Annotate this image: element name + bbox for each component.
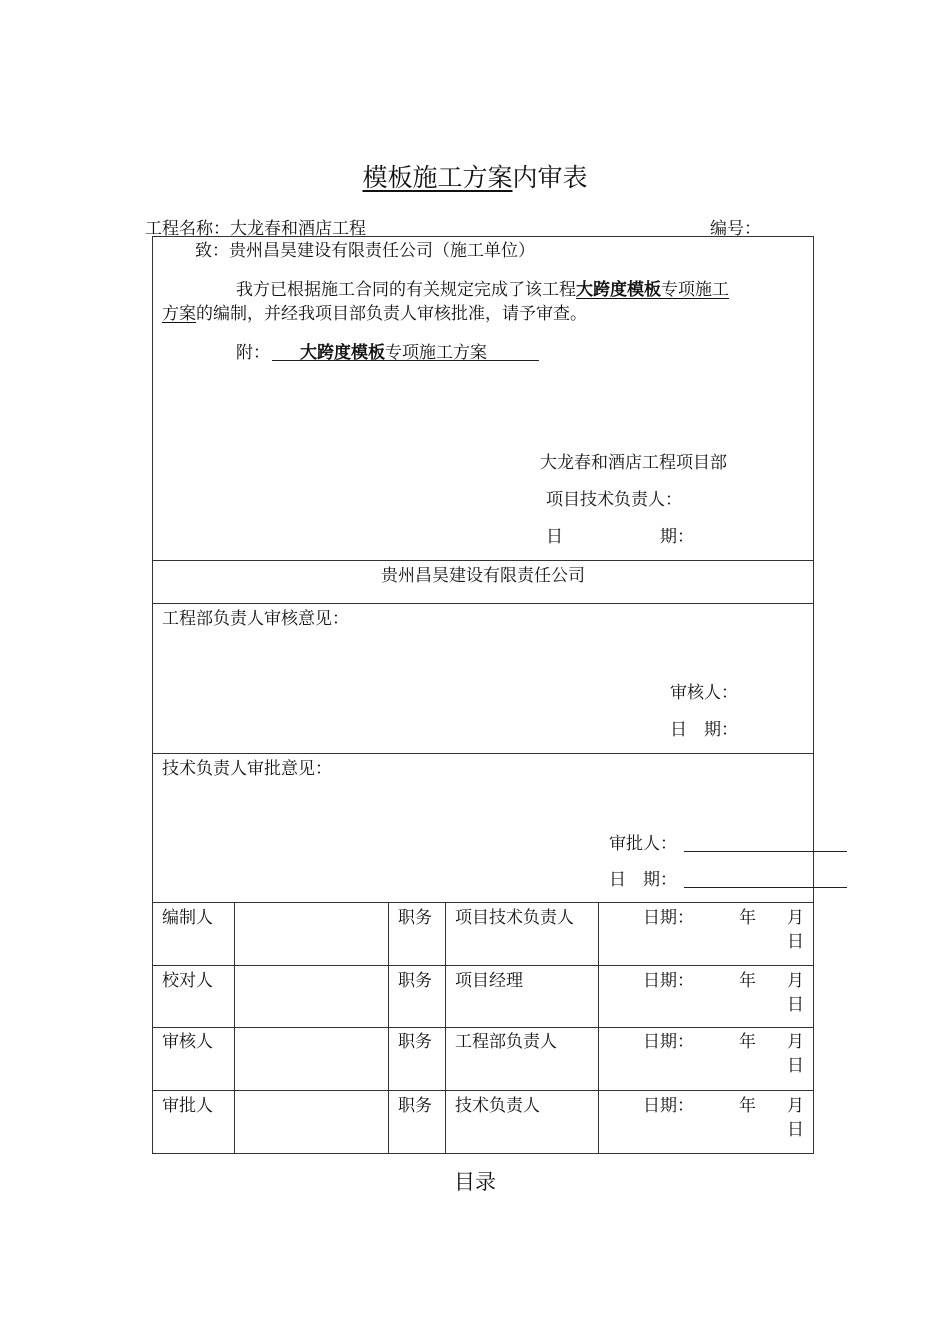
project-dept: 大龙春和酒店工程项目部	[540, 453, 727, 473]
number-label: 编号：	[710, 219, 761, 239]
date-label: 日期：	[643, 1032, 694, 1052]
day-label: 日	[787, 1056, 804, 1076]
day-label: 日	[787, 995, 804, 1015]
role-cell: 审批人	[162, 1096, 213, 1116]
attachment-rest: 专项施工方案	[385, 343, 487, 363]
letter-body-line1	[236, 279, 729, 301]
date-label: 日期：	[643, 1096, 694, 1116]
title-rest: 内审表	[512, 163, 588, 192]
attachment-label: 附：	[236, 343, 270, 363]
year-label: 年	[739, 971, 756, 991]
position-label: 职务	[398, 971, 432, 991]
position-cell: 项目经理	[455, 971, 523, 991]
role-cell: 校对人	[162, 971, 213, 991]
project-name: 大龙春和酒店工程	[230, 219, 366, 239]
date-label-q: 期：	[660, 527, 694, 547]
divider	[152, 1090, 814, 1091]
year-label: 年	[739, 908, 756, 928]
toc-heading: 目录	[454, 1170, 496, 1194]
tech-review-label: 技术负责人审批意见：	[162, 759, 332, 779]
day-label: 日	[787, 932, 804, 952]
letter-plan-rest-2: 方案	[162, 304, 196, 324]
divider	[152, 965, 814, 966]
month-label: 月	[787, 1032, 804, 1052]
eng-review-label: 工程部负责人审核意见：	[162, 609, 349, 629]
project-label: 工程名称：	[145, 219, 230, 239]
eng-review-date: 日 期：	[670, 720, 738, 740]
title-underlined: 模板施工方案	[362, 163, 513, 192]
attachment-title	[300, 342, 487, 364]
position-label: 职务	[398, 908, 432, 928]
date-fill-line	[684, 887, 847, 888]
divider	[152, 560, 814, 561]
date-label-d: 日	[546, 527, 563, 547]
role-cell: 审核人	[162, 1032, 213, 1052]
divider	[234, 902, 235, 1154]
divider	[388, 902, 389, 1154]
day-label: 日	[787, 1120, 804, 1140]
position-label: 职务	[398, 1096, 432, 1116]
divider	[152, 902, 814, 903]
month-label: 月	[787, 908, 804, 928]
position-cell: 项目技术负责人	[455, 908, 574, 928]
letter-body-pre: 我方已根据施工合同的有关规定完成了该工程	[236, 280, 576, 300]
letter-recipient: 致：贵州昌昊建设有限责任公司（施工单位）	[195, 241, 535, 261]
eng-reviewer-label: 审核人：	[670, 683, 738, 703]
divider	[152, 1027, 814, 1028]
month-label: 月	[787, 971, 804, 991]
company-row: 贵州昌昊建设有限责任公司	[381, 566, 585, 586]
divider	[598, 902, 599, 1154]
month-label: 月	[787, 1096, 804, 1116]
position-label: 职务	[398, 1032, 432, 1052]
page-title	[0, 158, 950, 194]
divider	[152, 603, 814, 604]
letter-body-post: 的编制，并经我项目部负责人审核批准，请予审查。	[196, 304, 587, 324]
date-label: 日期：	[643, 908, 694, 928]
letter-body-line2	[162, 303, 587, 325]
role-cell: 编制人	[162, 908, 213, 928]
position-cell: 工程部负责人	[455, 1032, 557, 1052]
year-label: 年	[739, 1032, 756, 1052]
position-cell: 技术负责人	[455, 1096, 540, 1116]
divider	[152, 753, 814, 754]
attachment-bold: 大跨度模板	[300, 343, 385, 363]
divider	[445, 902, 446, 1154]
letter-plan-bold: 大跨度模板	[576, 280, 661, 300]
year-label: 年	[739, 1096, 756, 1116]
date-label: 日期：	[643, 971, 694, 991]
letter-plan-rest: 专项施工	[661, 280, 729, 300]
tech-approver-label: 审批人：	[609, 834, 677, 854]
tech-review-date: 日 期：	[609, 870, 677, 890]
approver-fill-line	[684, 851, 847, 852]
tech-lead-label: 项目技术负责人：	[546, 490, 682, 510]
